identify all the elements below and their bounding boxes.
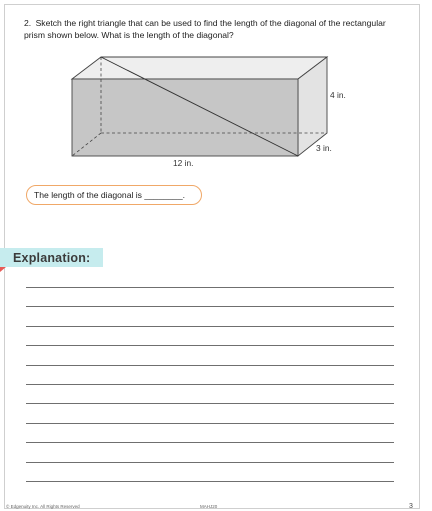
footer-code: MAHJ20 — [200, 504, 218, 509]
writing-line — [26, 384, 394, 385]
writing-line — [26, 442, 394, 443]
writing-line — [26, 365, 394, 366]
depth-label: 3 in. — [316, 143, 332, 153]
page-number: 3 — [409, 503, 413, 510]
explanation-label: Explanation: — [13, 251, 91, 265]
length-label: 12 in. — [173, 158, 194, 168]
writing-line — [26, 423, 394, 424]
answer-field[interactable] — [26, 185, 202, 205]
explanation-marker — [0, 267, 6, 272]
writing-line — [26, 306, 394, 307]
writing-line — [26, 287, 394, 288]
writing-line — [26, 462, 394, 463]
writing-line — [26, 481, 394, 482]
question-text: Sketch the right triangle that can be used to find the length of the diagonal of the rectangular prism shown below. What is the length of the diagonal? — [24, 18, 386, 40]
copyright-footer: © Edgenuity Inc. All Rights Reserved — [6, 504, 80, 509]
prism-front-face — [72, 79, 298, 156]
height-label: 4 in. — [330, 90, 346, 100]
question-number: 2. — [24, 18, 32, 28]
writing-line — [26, 403, 394, 404]
answer-text: The length of the diagonal is ________. — [34, 190, 185, 200]
writing-line — [26, 345, 394, 346]
prism-top-face — [72, 57, 327, 79]
writing-line — [26, 326, 394, 327]
